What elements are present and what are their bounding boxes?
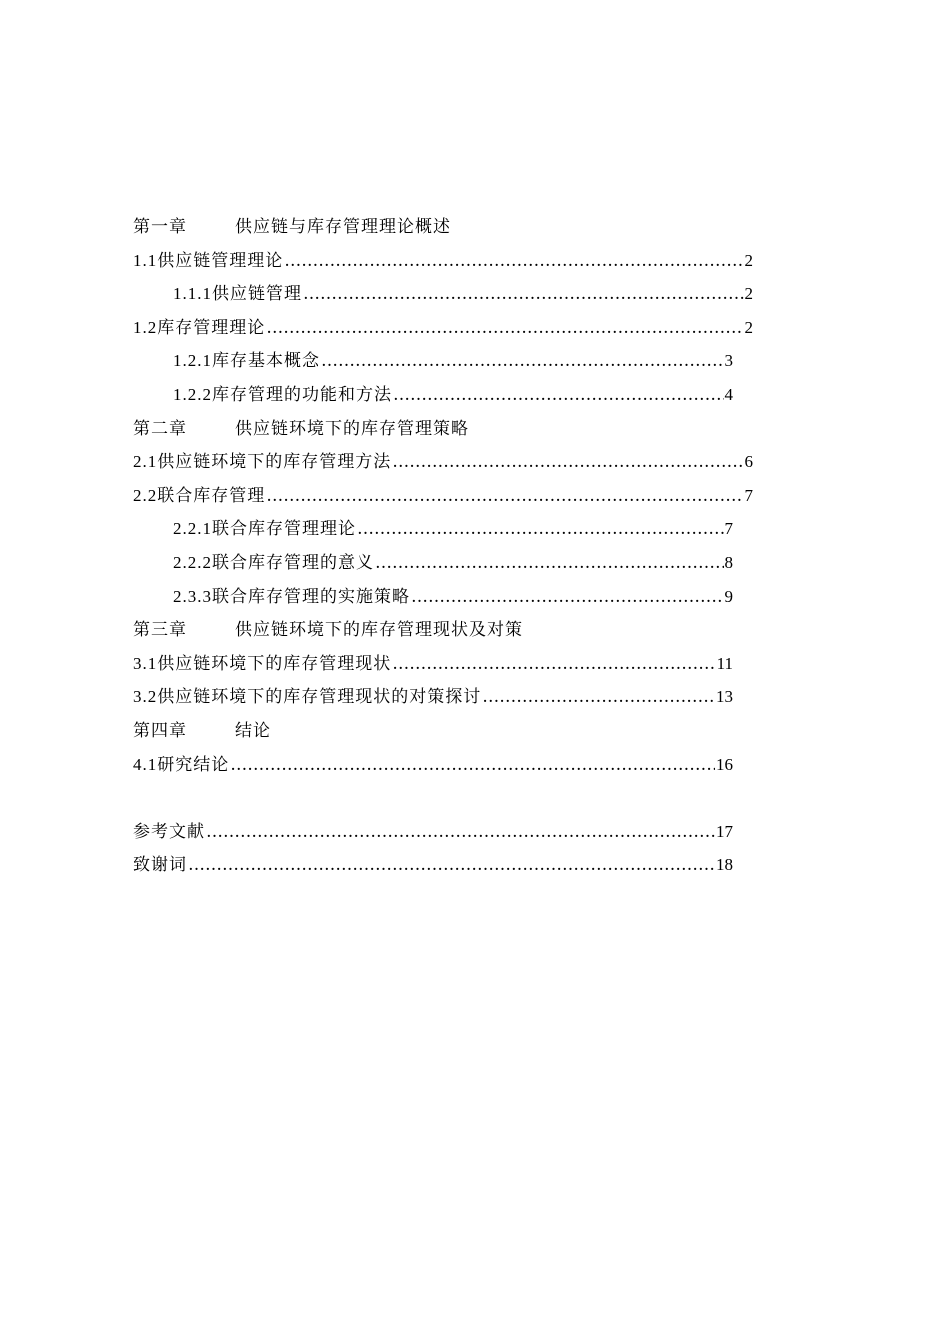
toc-chapter-4[interactable]: [133, 714, 753, 748]
toc-entry-2-2-1[interactable]: [133, 512, 753, 546]
chapter-title: 供应链环境下的库存管理现状及对策: [235, 620, 523, 641]
page-number: 18: [716, 855, 733, 875]
dot-leader: [482, 681, 715, 715]
section-number: 1.1: [133, 250, 158, 270]
page-number: 7: [724, 519, 733, 539]
page-number: 11: [716, 653, 733, 673]
toc-entry-acknowledgements[interactable]: [133, 848, 753, 882]
section-number: 2.3.3: [173, 586, 212, 606]
page-number: 9: [724, 586, 733, 606]
section-title: 库存基本概念: [212, 351, 320, 372]
section-title: 供应链环境下的库存管理现状的对策探讨: [157, 687, 482, 708]
dot-leader: [375, 547, 724, 581]
dot-leader: [266, 480, 743, 514]
section-number: 3.2: [133, 687, 158, 707]
page-number: 2: [744, 284, 753, 304]
dot-leader: [188, 849, 715, 883]
section-title: 研究结论: [157, 754, 230, 775]
section-title: 库存管理理论: [157, 317, 266, 338]
toc-entry-1-2-2[interactable]: [133, 378, 753, 412]
toc-entry-3-2[interactable]: [133, 680, 753, 714]
section-number: 2.2.1: [173, 519, 212, 539]
section-number: 1.2.1: [173, 351, 212, 371]
section-title: 联合库存管理: [157, 485, 266, 506]
dot-leader: [284, 245, 743, 279]
section-title: 致谢词: [133, 855, 187, 876]
toc-chapter-1[interactable]: [133, 210, 753, 244]
dot-leader: [392, 648, 715, 682]
page-number: 3: [724, 351, 733, 371]
section-title: 供应链管理理论: [157, 250, 284, 271]
toc-entry-2-1[interactable]: [133, 445, 753, 479]
dot-leader: [206, 816, 715, 850]
toc-entry-4-1[interactable]: [133, 748, 753, 782]
chapter-number: 第一章: [133, 217, 187, 236]
chapter-number: 第二章: [133, 418, 187, 438]
toc-entry-2-3-3[interactable]: [133, 580, 753, 614]
toc-entry-1-2[interactable]: [133, 311, 753, 345]
section-number: 1.2: [133, 317, 158, 337]
section-title: 联合库存管理的意义: [212, 552, 374, 573]
toc-chapter-3[interactable]: [133, 613, 753, 647]
page-number: 16: [716, 754, 733, 774]
section-number: 2.1: [133, 452, 158, 472]
section-title: 供应链管理: [212, 284, 302, 305]
page-number: 4: [724, 384, 733, 404]
section-title: 参考文献: [133, 821, 205, 842]
page-number: 2: [744, 250, 753, 270]
section-number: 1.1.1: [173, 284, 212, 304]
section-title: 供应链环境下的库存管理现状: [157, 653, 392, 674]
page-number: 7: [744, 485, 753, 505]
page-number: 8: [724, 552, 733, 572]
dot-leader: [321, 345, 724, 379]
section-number: 2.2: [133, 485, 158, 505]
toc-entry-1-2-1[interactable]: [133, 344, 753, 378]
section-title: 联合库存管理的实施策略: [212, 586, 410, 607]
toc-entry-1-1-1[interactable]: [133, 277, 753, 311]
page-number: 13: [716, 687, 733, 707]
toc-entry-3-1[interactable]: [133, 647, 753, 681]
section-number: 1.2.2: [173, 384, 212, 404]
dot-leader: [411, 581, 724, 615]
section-title: 库存管理的功能和方法: [212, 384, 392, 405]
section-title: 联合库存管理理论: [212, 519, 356, 540]
toc-entry-2-2-2[interactable]: [133, 546, 753, 580]
page-number: 2: [744, 317, 753, 337]
dot-leader: [392, 446, 743, 480]
page-number: 6: [744, 452, 753, 472]
toc-chapter-2[interactable]: [133, 412, 753, 446]
chapter-number: 第三章: [133, 620, 187, 640]
page-number: 17: [716, 821, 733, 841]
dot-leader: [357, 513, 724, 547]
dot-leader: [303, 278, 744, 312]
toc-entry-references[interactable]: [133, 815, 753, 849]
chapter-title: 供应链与库存管理理论概述: [235, 217, 451, 237]
section-number: 4.1: [133, 754, 158, 774]
dot-leader: [266, 312, 743, 346]
dot-leader: [230, 749, 715, 783]
section-number: 2.2.2: [173, 552, 212, 572]
chapter-title: 供应链环境下的库存管理策略: [235, 418, 469, 439]
dot-leader: [393, 379, 724, 413]
chapter-number: 第四章: [133, 720, 187, 740]
section-title: 供应链环境下的库存管理方法: [157, 452, 392, 473]
toc-entry-1-1[interactable]: [133, 244, 753, 278]
section-number: 3.1: [133, 653, 158, 673]
toc-spacer: [133, 781, 753, 815]
toc-entry-2-2[interactable]: [133, 479, 753, 513]
table-of-contents: [133, 210, 753, 882]
chapter-title: 结论: [235, 720, 271, 741]
